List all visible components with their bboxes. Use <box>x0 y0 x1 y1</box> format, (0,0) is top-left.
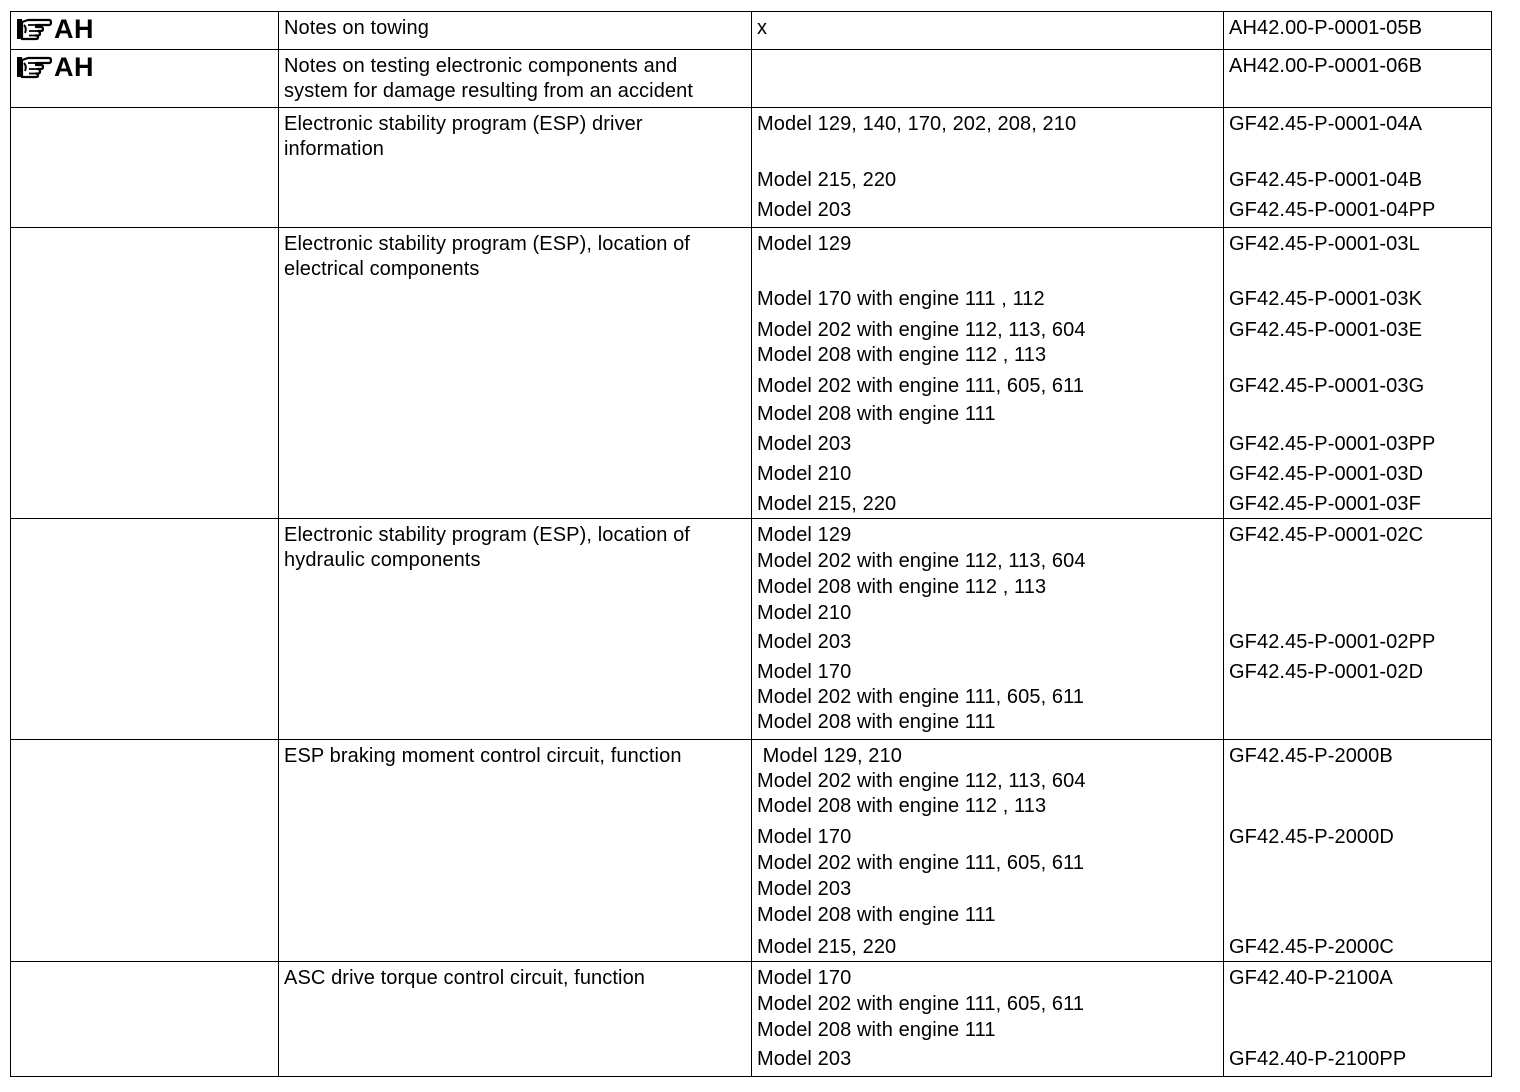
pointing-hand-icon <box>16 54 52 80</box>
document-code-link[interactable]: GF42.45-P-0001-03E <box>1229 319 1423 341</box>
document-code-link[interactable]: GF42.45-P-2000D <box>1229 826 1394 848</box>
row-title-line: ASC drive torque control circuit, function <box>284 967 646 989</box>
column-divider <box>278 12 279 49</box>
marker-cell <box>16 52 94 82</box>
document-code-link[interactable]: GF42.45-P-0001-02D <box>1229 661 1424 683</box>
column-divider <box>278 50 279 107</box>
model-line: Model 202 with engine 111, 605, 611 <box>757 686 1085 708</box>
model-line: Model 210 <box>757 463 852 485</box>
model-line: Model 215, 220 <box>757 936 897 958</box>
model-line: Model 203 <box>757 433 852 455</box>
model-line: Model 208 with engine 112 , 113 <box>757 576 1047 598</box>
row-title-line: information <box>284 138 385 160</box>
column-divider <box>10 228 11 518</box>
column-divider <box>278 519 279 739</box>
model-line: Model 202 with engine 111, 605, 611 <box>757 993 1085 1015</box>
column-divider <box>1491 12 1492 49</box>
pointing-hand-icon <box>16 16 52 42</box>
model-line: Model 215, 220 <box>757 493 897 515</box>
model-line: Model 203 <box>757 878 852 900</box>
column-divider <box>1223 228 1224 518</box>
document-code-link[interactable]: GF42.45-P-2000B <box>1229 745 1393 767</box>
document-code-link[interactable]: GF42.40-P-2100PP <box>1229 1048 1407 1070</box>
column-divider <box>751 228 752 518</box>
row-title-line: Electronic stability program (ESP) driver <box>284 113 643 135</box>
document-code-link[interactable]: GF42.45-P-0001-02C <box>1229 524 1424 546</box>
model-line: Model 208 with engine 111 <box>757 1019 996 1041</box>
model-line: Model 208 with engine 111 <box>757 403 996 425</box>
model-line: Model 203 <box>757 199 852 221</box>
column-divider <box>10 962 11 1076</box>
column-divider <box>278 108 279 227</box>
column-divider <box>1223 519 1224 739</box>
document-code-link[interactable]: GF42.45-P-0001-03D <box>1229 463 1424 485</box>
column-divider <box>751 50 752 107</box>
document-code-link[interactable]: AH42.00-P-0001-05B <box>1229 17 1423 39</box>
row-title-line: Notes on towing <box>284 17 429 39</box>
document-code-link[interactable]: GF42.45-P-0001-04A <box>1229 113 1423 135</box>
model-line: Model 129, 140, 170, 202, 208, 210 <box>757 113 1077 135</box>
model-line: Model 129, 210 <box>757 745 902 767</box>
column-divider <box>278 740 279 961</box>
column-divider <box>1491 519 1492 739</box>
column-divider <box>278 228 279 518</box>
model-line: Model 129 <box>757 524 852 546</box>
document-code-link[interactable]: GF42.45-P-0001-04B <box>1229 169 1423 191</box>
document-code-link[interactable]: GF42.45-P-0001-03L <box>1229 233 1420 255</box>
document-code-link[interactable]: GF42.45-P-0001-02PP <box>1229 631 1436 653</box>
marker-label: AH <box>54 14 94 44</box>
column-divider <box>751 740 752 961</box>
column-divider <box>1223 108 1224 227</box>
row-title-line: hydraulic components <box>284 549 481 571</box>
table-row <box>10 227 1492 518</box>
table-row <box>10 11 1492 49</box>
column-divider <box>10 12 11 49</box>
model-line: Model 203 <box>757 631 852 653</box>
document-code-link[interactable]: GF42.45-P-0001-03K <box>1229 288 1423 310</box>
model-line: Model 208 with engine 111 <box>757 711 996 733</box>
model-line: Model 202 with engine 111, 605, 611 <box>757 852 1085 874</box>
column-divider <box>751 108 752 227</box>
document-code-link[interactable]: GF42.45-P-0001-04PP <box>1229 199 1436 221</box>
document-code-link[interactable]: GF42.45-P-0001-03F <box>1229 493 1421 515</box>
table-row <box>10 107 1492 227</box>
row-title-line: ESP braking moment control circuit, function <box>284 745 682 767</box>
model-line: x <box>757 17 768 39</box>
column-divider <box>1223 740 1224 961</box>
model-line: Model 202 with engine 112, 113, 604 <box>757 770 1086 792</box>
model-line: Model 210 <box>757 602 852 624</box>
model-line: Model 129 <box>757 233 852 255</box>
document-code-link[interactable]: GF42.45-P-2000C <box>1229 936 1394 958</box>
column-divider <box>1223 962 1224 1076</box>
model-line: Model 203 <box>757 1048 852 1070</box>
model-line: Model 208 with engine 111 <box>757 904 996 926</box>
row-title-line: electrical components <box>284 258 480 280</box>
model-line: Model 215, 220 <box>757 169 897 191</box>
marker-cell <box>16 14 94 44</box>
row-title-line: Electronic stability program (ESP), location of <box>284 524 690 546</box>
column-divider <box>751 962 752 1076</box>
table-row <box>10 739 1492 961</box>
column-divider <box>10 519 11 739</box>
document-code-link[interactable]: GF42.40-P-2100A <box>1229 967 1393 989</box>
document-code-link[interactable]: AH42.00-P-0001-06B <box>1229 55 1423 77</box>
model-line: Model 202 with engine 111, 605, 611 <box>757 375 1085 397</box>
column-divider <box>1491 50 1492 107</box>
row-title-line: system for damage resulting from an accident <box>284 80 694 102</box>
table-row <box>10 961 1492 1077</box>
model-line: Model 170 with engine 111 , 112 <box>757 288 1045 310</box>
table-row <box>10 518 1492 739</box>
column-divider <box>1491 962 1492 1076</box>
document-code-link[interactable]: GF42.45-P-0001-03PP <box>1229 433 1436 455</box>
model-line: Model 202 with engine 112, 113, 604 <box>757 319 1086 341</box>
reference-table <box>10 11 1492 1076</box>
model-line: Model 170 <box>757 826 852 848</box>
model-line: Model 170 <box>757 661 852 683</box>
model-line: Model 208 with engine 112 , 113 <box>757 795 1047 817</box>
row-title-line: Electronic stability program (ESP), location of <box>284 233 690 255</box>
document-code-link[interactable]: GF42.45-P-0001-03G <box>1229 375 1425 397</box>
column-divider <box>1223 50 1224 107</box>
marker-label: AH <box>54 52 94 82</box>
model-line: Model 202 with engine 112, 113, 604 <box>757 550 1086 572</box>
model-line: Model 208 with engine 112 , 113 <box>757 344 1047 366</box>
column-divider <box>1491 108 1492 227</box>
column-divider <box>10 740 11 961</box>
column-divider <box>1491 228 1492 518</box>
column-divider <box>751 12 752 49</box>
column-divider <box>10 108 11 227</box>
column-divider <box>1223 12 1224 49</box>
table-row <box>10 49 1492 107</box>
column-divider <box>1491 740 1492 961</box>
column-divider <box>10 50 11 107</box>
column-divider <box>751 519 752 739</box>
column-divider <box>278 962 279 1076</box>
row-title-line: Notes on testing electronic components and <box>284 55 678 77</box>
model-line: Model 170 <box>757 967 852 989</box>
